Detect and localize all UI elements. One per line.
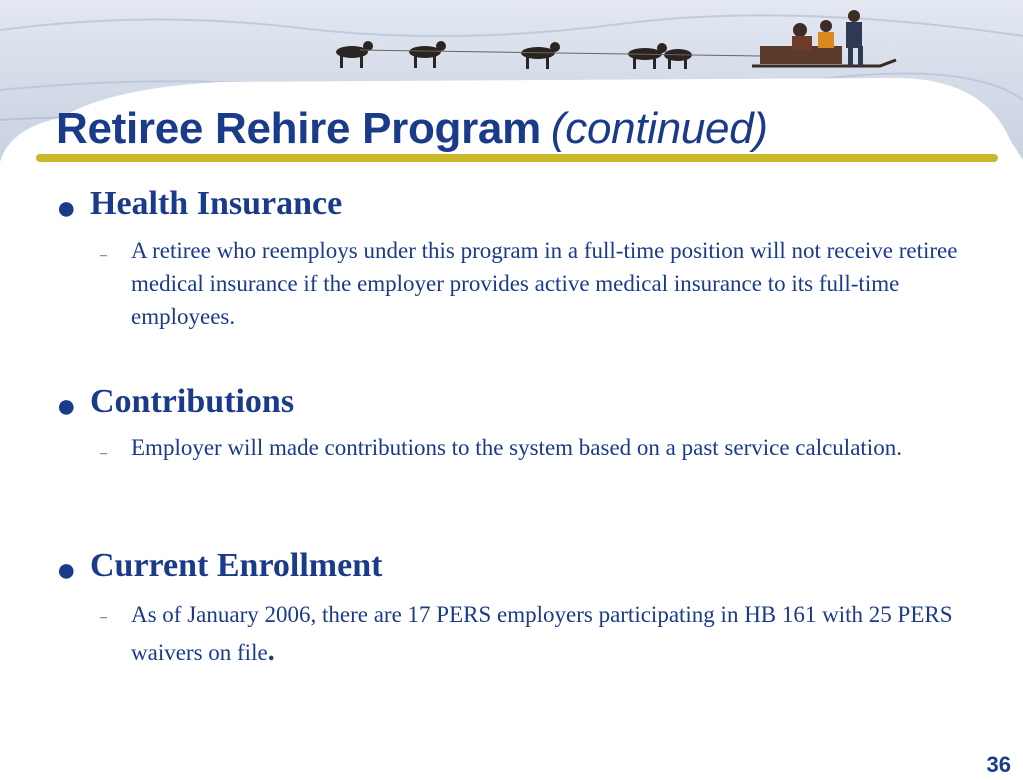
section-text-current-enrollment xyxy=(131,596,996,671)
enrollment-text: As of January 2006, there are 17 PERS employers participating in HB 161 with 25 PERS waivers on file xyxy=(131,602,953,665)
title-underline-rule xyxy=(36,154,998,162)
enrollment-period: . xyxy=(267,636,275,667)
bullet-icon: ● xyxy=(56,552,77,589)
section-heading-current-enrollment: Current Enrollment xyxy=(90,547,383,584)
slide-title xyxy=(56,104,768,154)
section-text-health-insurance: A retiree who reemploys under this program in a full-time position will not receive retiree medical insurance if the employer provides active medical insurance to its full-time employees. xyxy=(131,238,958,329)
page-number: 36 xyxy=(986,752,1011,777)
section-heading-health-insurance: Health Insurance xyxy=(90,185,343,222)
dash-icon: – xyxy=(100,610,107,625)
dash-icon: – xyxy=(100,248,107,263)
bullet-icon: ● xyxy=(56,190,77,227)
section-text-contributions: Employer will made contributions to the system based on a past service calculation. xyxy=(131,435,902,460)
bullet-icon: ● xyxy=(56,388,77,425)
title-continued: (continued) xyxy=(550,104,768,153)
title-main: Retiree Rehire Program xyxy=(56,104,541,153)
section-heading-contributions: Contributions xyxy=(90,383,295,420)
dash-icon: – xyxy=(100,446,107,461)
